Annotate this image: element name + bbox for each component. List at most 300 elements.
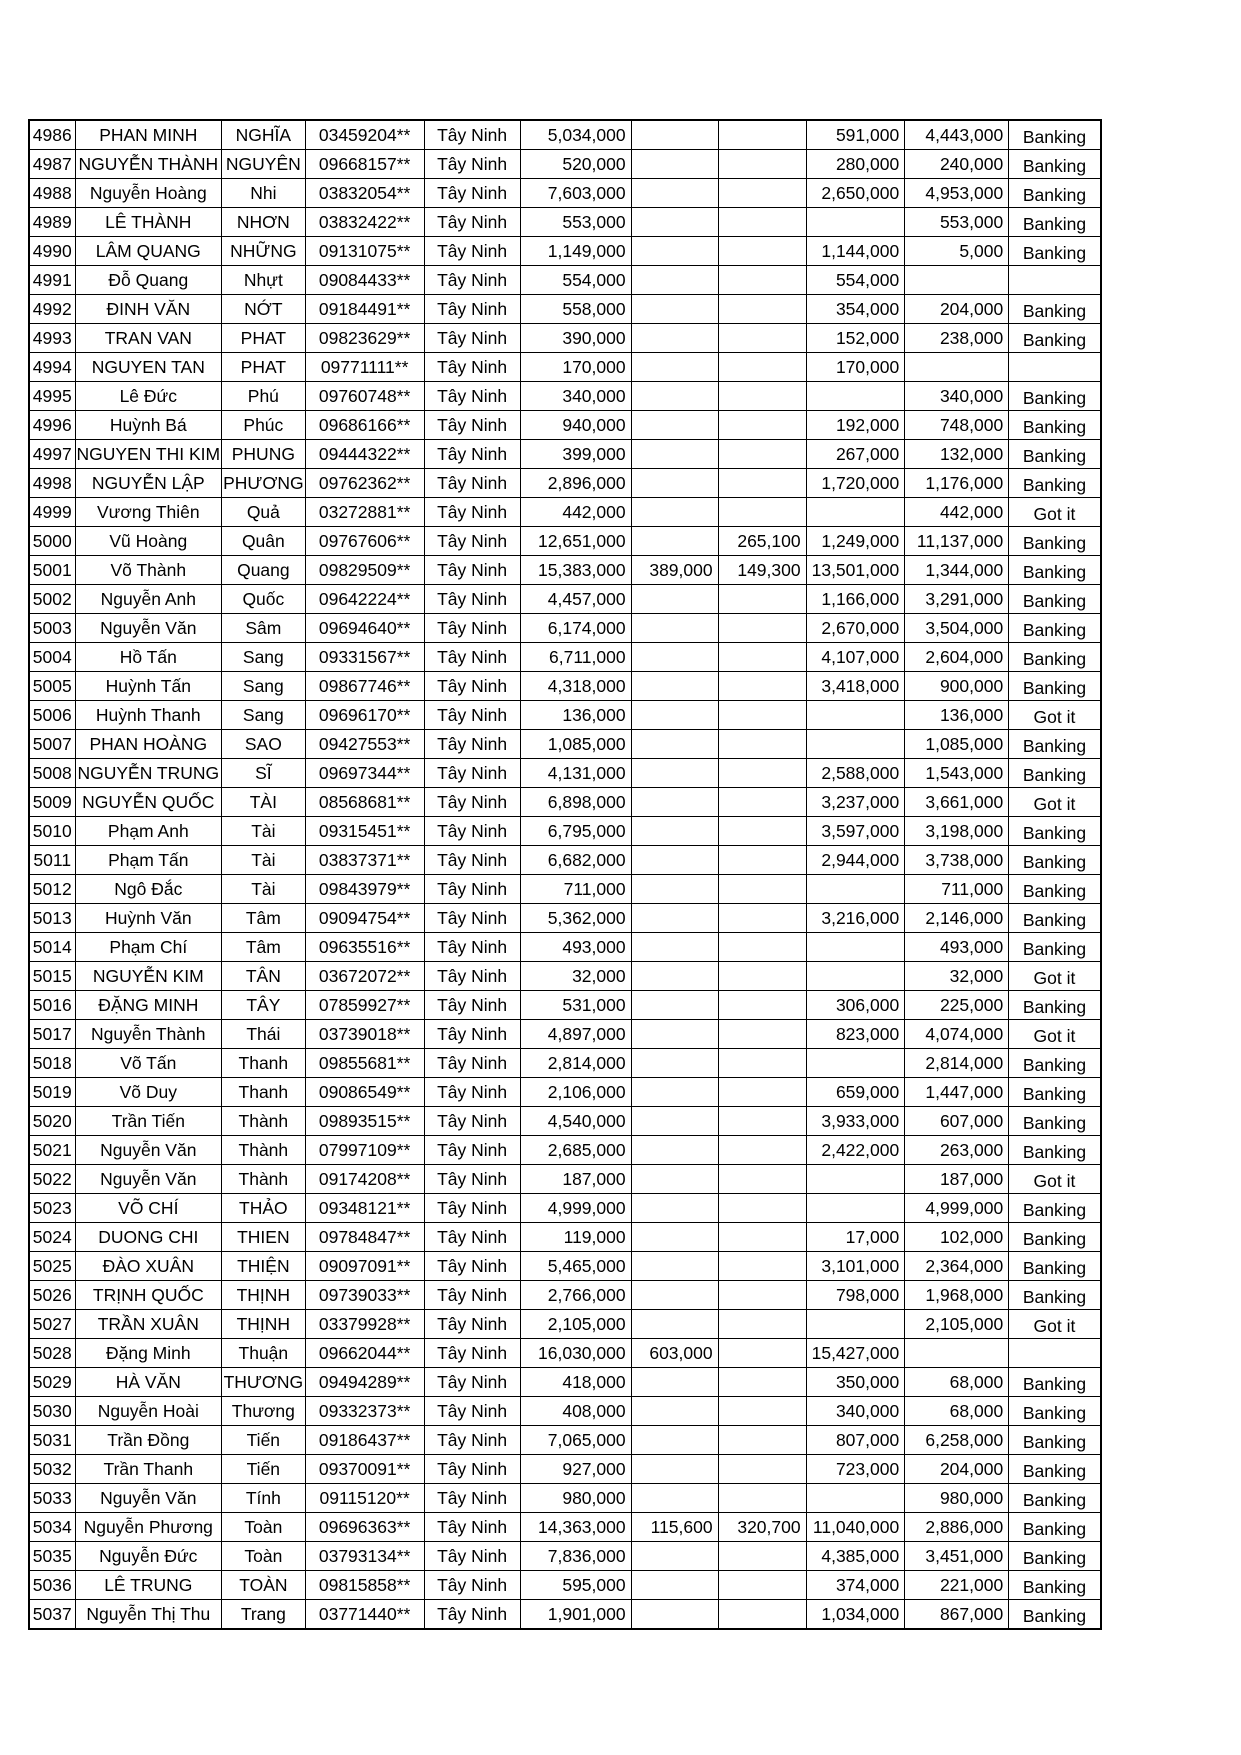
cell-total-amount: 2,766,000 xyxy=(520,1281,631,1310)
cell-province: Tây Ninh xyxy=(424,1078,520,1107)
cell-phone-number: 09829509** xyxy=(305,556,424,585)
cell-family-middle-name: Vương Thiên xyxy=(75,498,222,527)
cell-given-name: Phú xyxy=(222,382,306,411)
cell-row-number: 5010 xyxy=(29,817,75,846)
cell-province: Tây Ninh xyxy=(424,120,520,150)
cell-province: Tây Ninh xyxy=(424,353,520,382)
cell-deduction-1 xyxy=(631,759,718,788)
cell-deduction-1 xyxy=(631,1194,718,1223)
cell-family-middle-name: NGUYỄN KIM xyxy=(75,962,222,991)
cell-payment-method: Banking xyxy=(1009,846,1101,875)
cell-payment-method: Banking xyxy=(1009,1455,1101,1484)
cell-given-name: NHƠN xyxy=(222,208,306,237)
cell-family-middle-name: Ngô Đắc xyxy=(75,875,222,904)
cell-paid-amount: 4,107,000 xyxy=(806,643,905,672)
cell-family-middle-name: Vũ Hoàng xyxy=(75,527,222,556)
cell-phone-number: 09867746** xyxy=(305,672,424,701)
cell-deduction-2 xyxy=(718,585,806,614)
cell-deduction-2 xyxy=(718,1252,806,1281)
cell-remaining-amount xyxy=(905,1339,1009,1368)
cell-paid-amount: 2,650,000 xyxy=(806,179,905,208)
cell-remaining-amount: 2,146,000 xyxy=(905,904,1009,933)
cell-deduction-2 xyxy=(718,498,806,527)
cell-row-number: 4991 xyxy=(29,266,75,295)
cell-given-name: THƯƠNG xyxy=(222,1368,306,1397)
cell-payment-method: Banking xyxy=(1009,469,1101,498)
cell-family-middle-name: NGUYEN TAN xyxy=(75,353,222,382)
cell-phone-number: 09784847** xyxy=(305,1223,424,1252)
cell-given-name: Sang xyxy=(222,701,306,730)
table-row xyxy=(29,1107,1101,1136)
cell-phone-number: 09696170** xyxy=(305,701,424,730)
cell-deduction-2 xyxy=(718,1600,806,1630)
table-row xyxy=(29,237,1101,266)
cell-given-name: Thanh xyxy=(222,1078,306,1107)
cell-deduction-2 xyxy=(718,295,806,324)
cell-phone-number: 09771111** xyxy=(305,353,424,382)
cell-row-number: 4999 xyxy=(29,498,75,527)
cell-given-name: Tiến xyxy=(222,1455,306,1484)
cell-paid-amount: 554,000 xyxy=(806,266,905,295)
cell-phone-number: 03459204** xyxy=(305,120,424,150)
cell-province: Tây Ninh xyxy=(424,1397,520,1426)
cell-remaining-amount: 3,738,000 xyxy=(905,846,1009,875)
cell-deduction-2 xyxy=(718,1165,806,1194)
cell-province: Tây Ninh xyxy=(424,817,520,846)
cell-deduction-2: 320,700 xyxy=(718,1513,806,1542)
cell-remaining-amount: 3,504,000 xyxy=(905,614,1009,643)
cell-row-number: 5016 xyxy=(29,991,75,1020)
cell-phone-number: 03672072** xyxy=(305,962,424,991)
cell-total-amount: 520,000 xyxy=(520,150,631,179)
cell-row-number: 5024 xyxy=(29,1223,75,1252)
cell-deduction-1 xyxy=(631,817,718,846)
cell-paid-amount: 354,000 xyxy=(806,295,905,324)
cell-paid-amount: 659,000 xyxy=(806,1078,905,1107)
cell-row-number: 5037 xyxy=(29,1600,75,1630)
cell-phone-number: 09174208** xyxy=(305,1165,424,1194)
cell-given-name: PHƯƠNG xyxy=(222,469,306,498)
cell-remaining-amount: 980,000 xyxy=(905,1484,1009,1513)
cell-province: Tây Ninh xyxy=(424,1049,520,1078)
cell-total-amount: 4,540,000 xyxy=(520,1107,631,1136)
cell-phone-number: 09348121** xyxy=(305,1194,424,1223)
cell-given-name: Quang xyxy=(222,556,306,585)
cell-total-amount: 14,363,000 xyxy=(520,1513,631,1542)
table-row xyxy=(29,382,1101,411)
cell-row-number: 4987 xyxy=(29,150,75,179)
cell-remaining-amount: 4,999,000 xyxy=(905,1194,1009,1223)
cell-payment-method: Banking xyxy=(1009,1571,1101,1600)
cell-remaining-amount: 5,000 xyxy=(905,237,1009,266)
cell-payment-method: Banking xyxy=(1009,643,1101,672)
cell-phone-number: 09115120** xyxy=(305,1484,424,1513)
cell-given-name: PHUNG xyxy=(222,440,306,469)
cell-total-amount: 711,000 xyxy=(520,875,631,904)
cell-given-name: Tính xyxy=(222,1484,306,1513)
cell-payment-method: Banking xyxy=(1009,556,1101,585)
cell-family-middle-name: NGUYỄN LẬP xyxy=(75,469,222,498)
cell-deduction-2 xyxy=(718,353,806,382)
cell-deduction-1 xyxy=(631,382,718,411)
cell-province: Tây Ninh xyxy=(424,469,520,498)
cell-deduction-1 xyxy=(631,962,718,991)
cell-given-name: TÂN xyxy=(222,962,306,991)
cell-phone-number: 09315451** xyxy=(305,817,424,846)
cell-deduction-1 xyxy=(631,1049,718,1078)
cell-given-name: Tâm xyxy=(222,904,306,933)
cell-deduction-1 xyxy=(631,904,718,933)
table-row xyxy=(29,1281,1101,1310)
cell-province: Tây Ninh xyxy=(424,556,520,585)
cell-province: Tây Ninh xyxy=(424,208,520,237)
cell-paid-amount: 1,034,000 xyxy=(806,1600,905,1630)
cell-given-name: Trang xyxy=(222,1600,306,1630)
cell-phone-number: 09686166** xyxy=(305,411,424,440)
table-row xyxy=(29,1484,1101,1513)
cell-remaining-amount: 1,085,000 xyxy=(905,730,1009,759)
cell-total-amount: 6,174,000 xyxy=(520,614,631,643)
cell-phone-number: 03272881** xyxy=(305,498,424,527)
cell-given-name: NGUYÊN xyxy=(222,150,306,179)
cell-deduction-1 xyxy=(631,266,718,295)
cell-family-middle-name: LÂM QUANG xyxy=(75,237,222,266)
cell-row-number: 5004 xyxy=(29,643,75,672)
table-row xyxy=(29,411,1101,440)
cell-given-name: Thương xyxy=(222,1397,306,1426)
cell-row-number: 5029 xyxy=(29,1368,75,1397)
cell-payment-method: Got it xyxy=(1009,498,1101,527)
cell-deduction-1 xyxy=(631,208,718,237)
cell-payment-method: Banking xyxy=(1009,295,1101,324)
table-row xyxy=(29,1049,1101,1078)
table-row xyxy=(29,788,1101,817)
cell-payment-method: Banking xyxy=(1009,1484,1101,1513)
cell-row-number: 5017 xyxy=(29,1020,75,1049)
table-row xyxy=(29,295,1101,324)
cell-province: Tây Ninh xyxy=(424,1107,520,1136)
cell-deduction-1 xyxy=(631,1281,718,1310)
cell-deduction-2 xyxy=(718,614,806,643)
cell-province: Tây Ninh xyxy=(424,904,520,933)
cell-row-number: 5025 xyxy=(29,1252,75,1281)
cell-phone-number: 09332373** xyxy=(305,1397,424,1426)
cell-row-number: 5007 xyxy=(29,730,75,759)
cell-province: Tây Ninh xyxy=(424,585,520,614)
cell-phone-number: 09094754** xyxy=(305,904,424,933)
cell-paid-amount: 798,000 xyxy=(806,1281,905,1310)
cell-deduction-2 xyxy=(718,788,806,817)
table-row xyxy=(29,208,1101,237)
cell-total-amount: 1,149,000 xyxy=(520,237,631,266)
cell-phone-number: 09815858** xyxy=(305,1571,424,1600)
table-row xyxy=(29,1194,1101,1223)
cell-paid-amount: 2,422,000 xyxy=(806,1136,905,1165)
cell-paid-amount xyxy=(806,1049,905,1078)
cell-province: Tây Ninh xyxy=(424,1600,520,1630)
cell-family-middle-name: Huỳnh Thanh xyxy=(75,701,222,730)
cell-paid-amount xyxy=(806,1310,905,1339)
cell-row-number: 5033 xyxy=(29,1484,75,1513)
cell-remaining-amount: 240,000 xyxy=(905,150,1009,179)
cell-total-amount: 170,000 xyxy=(520,353,631,382)
cell-paid-amount: 280,000 xyxy=(806,150,905,179)
cell-remaining-amount xyxy=(905,353,1009,382)
cell-deduction-1 xyxy=(631,614,718,643)
cell-remaining-amount: 2,105,000 xyxy=(905,1310,1009,1339)
cell-family-middle-name: Nguyễn Anh xyxy=(75,585,222,614)
cell-family-middle-name: Trần Tiến xyxy=(75,1107,222,1136)
cell-total-amount: 6,898,000 xyxy=(520,788,631,817)
cell-province: Tây Ninh xyxy=(424,382,520,411)
cell-deduction-1 xyxy=(631,1078,718,1107)
cell-payment-method xyxy=(1009,266,1101,295)
cell-paid-amount xyxy=(806,382,905,411)
cell-province: Tây Ninh xyxy=(424,1368,520,1397)
cell-paid-amount: 1,249,000 xyxy=(806,527,905,556)
cell-remaining-amount: 1,968,000 xyxy=(905,1281,1009,1310)
cell-payment-method: Banking xyxy=(1009,527,1101,556)
cell-paid-amount: 2,670,000 xyxy=(806,614,905,643)
cell-total-amount: 554,000 xyxy=(520,266,631,295)
cell-deduction-2 xyxy=(718,1281,806,1310)
table-row xyxy=(29,672,1101,701)
cell-province: Tây Ninh xyxy=(424,1223,520,1252)
cell-family-middle-name: NGUYEN THI KIM xyxy=(75,440,222,469)
cell-phone-number: 09668157** xyxy=(305,150,424,179)
cell-paid-amount: 192,000 xyxy=(806,411,905,440)
cell-province: Tây Ninh xyxy=(424,788,520,817)
cell-payment-method: Banking xyxy=(1009,411,1101,440)
cell-deduction-2 xyxy=(718,469,806,498)
cell-payment-method: Banking xyxy=(1009,730,1101,759)
cell-total-amount: 390,000 xyxy=(520,324,631,353)
cell-remaining-amount: 442,000 xyxy=(905,498,1009,527)
cell-total-amount: 927,000 xyxy=(520,1455,631,1484)
cell-given-name: Tiến xyxy=(222,1426,306,1455)
cell-phone-number: 09086549** xyxy=(305,1078,424,1107)
cell-deduction-1 xyxy=(631,1136,718,1165)
cell-province: Tây Ninh xyxy=(424,759,520,788)
cell-deduction-2 xyxy=(718,411,806,440)
cell-family-middle-name: DUONG CHI xyxy=(75,1223,222,1252)
cell-paid-amount: 3,597,000 xyxy=(806,817,905,846)
cell-given-name: Sâm xyxy=(222,614,306,643)
table-row xyxy=(29,817,1101,846)
table-row xyxy=(29,527,1101,556)
cell-payment-method: Banking xyxy=(1009,324,1101,353)
cell-given-name: Quân xyxy=(222,527,306,556)
cell-total-amount: 399,000 xyxy=(520,440,631,469)
cell-payment-method: Banking xyxy=(1009,933,1101,962)
cell-phone-number: 09893515** xyxy=(305,1107,424,1136)
cell-deduction-1 xyxy=(631,150,718,179)
cell-total-amount: 4,999,000 xyxy=(520,1194,631,1223)
cell-paid-amount xyxy=(806,1484,905,1513)
cell-row-number: 5019 xyxy=(29,1078,75,1107)
cell-province: Tây Ninh xyxy=(424,1426,520,1455)
cell-row-number: 5032 xyxy=(29,1455,75,1484)
cell-row-number: 5009 xyxy=(29,788,75,817)
cell-remaining-amount: 3,451,000 xyxy=(905,1542,1009,1571)
cell-given-name: TOÀN xyxy=(222,1571,306,1600)
cell-phone-number: 08568681** xyxy=(305,788,424,817)
cell-remaining-amount: 1,543,000 xyxy=(905,759,1009,788)
cell-deduction-1 xyxy=(631,1310,718,1339)
cell-deduction-2 xyxy=(718,1078,806,1107)
cell-deduction-1 xyxy=(631,1397,718,1426)
cell-deduction-2 xyxy=(718,120,806,150)
payment-table xyxy=(28,119,1102,1630)
cell-family-middle-name: Võ Thành xyxy=(75,556,222,585)
cell-family-middle-name: Hồ Tấn xyxy=(75,643,222,672)
cell-paid-amount xyxy=(806,875,905,904)
cell-family-middle-name: NGUYỄN THÀNH xyxy=(75,150,222,179)
cell-family-middle-name: Phạm Anh xyxy=(75,817,222,846)
cell-province: Tây Ninh xyxy=(424,527,520,556)
cell-remaining-amount: 4,074,000 xyxy=(905,1020,1009,1049)
table-row xyxy=(29,1571,1101,1600)
cell-family-middle-name: NGUYỄN QUỐC xyxy=(75,788,222,817)
cell-row-number: 4990 xyxy=(29,237,75,266)
cell-row-number: 4989 xyxy=(29,208,75,237)
cell-deduction-2 xyxy=(718,817,806,846)
table-row xyxy=(29,1339,1101,1368)
cell-row-number: 5018 xyxy=(29,1049,75,1078)
cell-family-middle-name: Trần Thanh xyxy=(75,1455,222,1484)
cell-province: Tây Ninh xyxy=(424,1455,520,1484)
cell-province: Tây Ninh xyxy=(424,179,520,208)
cell-phone-number: 09739033** xyxy=(305,1281,424,1310)
cell-given-name: Quả xyxy=(222,498,306,527)
cell-province: Tây Ninh xyxy=(424,1484,520,1513)
cell-phone-number: 07997109** xyxy=(305,1136,424,1165)
cell-family-middle-name: Nguyễn Thành xyxy=(75,1020,222,1049)
table-row xyxy=(29,353,1101,382)
cell-province: Tây Ninh xyxy=(424,1513,520,1542)
cell-deduction-2 xyxy=(718,1107,806,1136)
cell-total-amount: 493,000 xyxy=(520,933,631,962)
cell-total-amount: 12,651,000 xyxy=(520,527,631,556)
cell-total-amount: 187,000 xyxy=(520,1165,631,1194)
cell-remaining-amount: 2,364,000 xyxy=(905,1252,1009,1281)
cell-total-amount: 2,105,000 xyxy=(520,1310,631,1339)
cell-remaining-amount: 900,000 xyxy=(905,672,1009,701)
cell-phone-number: 03739018** xyxy=(305,1020,424,1049)
cell-paid-amount xyxy=(806,208,905,237)
table-row xyxy=(29,1455,1101,1484)
cell-remaining-amount: 68,000 xyxy=(905,1368,1009,1397)
cell-payment-method: Banking xyxy=(1009,1252,1101,1281)
cell-given-name: PHAT xyxy=(222,324,306,353)
table-row xyxy=(29,1426,1101,1455)
table-row xyxy=(29,933,1101,962)
cell-row-number: 4998 xyxy=(29,469,75,498)
cell-paid-amount: 823,000 xyxy=(806,1020,905,1049)
cell-given-name: SAO xyxy=(222,730,306,759)
cell-phone-number: 09642224** xyxy=(305,585,424,614)
cell-payment-method xyxy=(1009,353,1101,382)
cell-paid-amount: 2,944,000 xyxy=(806,846,905,875)
cell-deduction-2 xyxy=(718,1397,806,1426)
cell-payment-method: Banking xyxy=(1009,179,1101,208)
cell-row-number: 5011 xyxy=(29,846,75,875)
cell-family-middle-name: Trần Đồng xyxy=(75,1426,222,1455)
cell-family-middle-name: Lê Đức xyxy=(75,382,222,411)
cell-row-number: 4994 xyxy=(29,353,75,382)
cell-paid-amount: 4,385,000 xyxy=(806,1542,905,1571)
cell-given-name: NGHĨA xyxy=(222,120,306,150)
cell-province: Tây Ninh xyxy=(424,701,520,730)
cell-total-amount: 1,085,000 xyxy=(520,730,631,759)
cell-remaining-amount: 1,176,000 xyxy=(905,469,1009,498)
cell-remaining-amount: 221,000 xyxy=(905,1571,1009,1600)
cell-payment-method: Banking xyxy=(1009,1368,1101,1397)
cell-given-name: Thanh xyxy=(222,1049,306,1078)
cell-paid-amount: 152,000 xyxy=(806,324,905,353)
cell-phone-number: 03832054** xyxy=(305,179,424,208)
cell-row-number: 5027 xyxy=(29,1310,75,1339)
cell-remaining-amount: 493,000 xyxy=(905,933,1009,962)
cell-phone-number: 09855681** xyxy=(305,1049,424,1078)
table-row xyxy=(29,846,1101,875)
cell-remaining-amount: 6,258,000 xyxy=(905,1426,1009,1455)
cell-province: Tây Ninh xyxy=(424,295,520,324)
cell-family-middle-name: Huỳnh Văn xyxy=(75,904,222,933)
cell-phone-number: 09762362** xyxy=(305,469,424,498)
cell-total-amount: 553,000 xyxy=(520,208,631,237)
table-row xyxy=(29,324,1101,353)
cell-deduction-2 xyxy=(718,701,806,730)
cell-deduction-1 xyxy=(631,672,718,701)
cell-deduction-2 xyxy=(718,179,806,208)
cell-deduction-2 xyxy=(718,643,806,672)
cell-payment-method: Banking xyxy=(1009,614,1101,643)
cell-total-amount: 408,000 xyxy=(520,1397,631,1426)
cell-deduction-2 xyxy=(718,440,806,469)
cell-total-amount: 15,383,000 xyxy=(520,556,631,585)
cell-remaining-amount: 238,000 xyxy=(905,324,1009,353)
cell-payment-method: Banking xyxy=(1009,585,1101,614)
cell-paid-amount: 3,237,000 xyxy=(806,788,905,817)
cell-total-amount: 1,901,000 xyxy=(520,1600,631,1630)
cell-family-middle-name: ĐINH VĂN xyxy=(75,295,222,324)
cell-province: Tây Ninh xyxy=(424,498,520,527)
cell-phone-number: 09370091** xyxy=(305,1455,424,1484)
table-row xyxy=(29,266,1101,295)
cell-total-amount: 119,000 xyxy=(520,1223,631,1252)
cell-given-name: NỚT xyxy=(222,295,306,324)
cell-province: Tây Ninh xyxy=(424,237,520,266)
cell-remaining-amount: 607,000 xyxy=(905,1107,1009,1136)
cell-deduction-2 xyxy=(718,208,806,237)
table-row xyxy=(29,1368,1101,1397)
table-row xyxy=(29,1310,1101,1339)
cell-deduction-2 xyxy=(718,150,806,179)
cell-row-number: 5023 xyxy=(29,1194,75,1223)
cell-payment-method: Banking xyxy=(1009,150,1101,179)
cell-payment-method: Banking xyxy=(1009,991,1101,1020)
cell-payment-method: Banking xyxy=(1009,1078,1101,1107)
table-row xyxy=(29,440,1101,469)
cell-payment-method: Banking xyxy=(1009,1194,1101,1223)
cell-deduction-1 xyxy=(631,1571,718,1600)
table-row xyxy=(29,498,1101,527)
cell-deduction-2 xyxy=(718,1484,806,1513)
cell-remaining-amount: 11,137,000 xyxy=(905,527,1009,556)
cell-family-middle-name: ĐÀO XUÂN xyxy=(75,1252,222,1281)
cell-paid-amount: 3,101,000 xyxy=(806,1252,905,1281)
